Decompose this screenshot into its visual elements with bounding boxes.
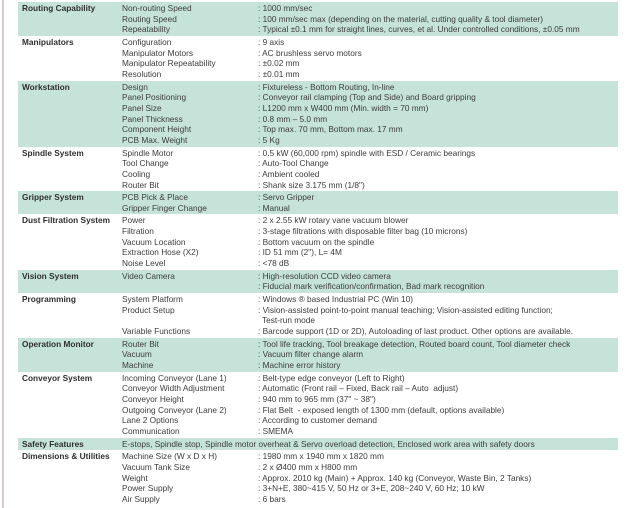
table-row xyxy=(122,451,618,462)
param-label: Cooling xyxy=(122,168,151,179)
category-label: Dust Filtration System xyxy=(22,215,111,226)
table-row xyxy=(122,294,618,305)
param-label: Manipulator Repeatability xyxy=(122,58,216,69)
value-text: : <78 dB xyxy=(258,258,290,269)
param-label: Filtration xyxy=(122,226,154,237)
spec-section xyxy=(18,2,618,36)
table-row xyxy=(122,473,618,484)
table-row xyxy=(122,37,618,48)
table-row xyxy=(122,271,618,282)
value-text: : Machine error history xyxy=(258,360,341,370)
value-text: : Vacuum filter change alarm xyxy=(258,349,363,360)
param-label xyxy=(122,281,258,292)
spec-section xyxy=(18,191,618,214)
param-label: Tool Change xyxy=(122,158,169,169)
param-label: Incoming Conveyor (Lane 1) xyxy=(122,372,227,383)
param-label: Vacuum Location xyxy=(122,236,186,247)
table-row xyxy=(122,58,618,69)
spec-section xyxy=(18,293,618,338)
section-rows xyxy=(122,294,618,337)
table-row xyxy=(122,69,618,80)
spec-section xyxy=(18,147,618,192)
value-text: : Shank size 3.175 mm (1/8") xyxy=(258,179,365,190)
row-span-text: E-stops, Spindle stop, Spindle motor overheat & Servo overload detection, Enclosed work area with safety doors xyxy=(122,438,535,449)
param-label: Vacuum xyxy=(122,349,152,360)
param-label: PCB Pick & Place xyxy=(122,192,188,203)
table-row xyxy=(122,415,618,426)
param-label: Configuration xyxy=(122,36,172,47)
section-rows xyxy=(122,192,618,213)
table-row xyxy=(122,169,618,180)
section-rows xyxy=(122,37,618,80)
spec-section xyxy=(18,450,618,505)
table-row xyxy=(122,426,618,437)
table-row xyxy=(122,462,618,473)
value-text: : Auto-Tool Change xyxy=(258,158,329,169)
section-rows xyxy=(122,373,618,437)
value-text: : Bottom vacuum on the spindle xyxy=(258,236,375,247)
param-label: Manipulator Motors xyxy=(122,47,194,58)
category-label: Routing Capability xyxy=(22,3,96,13)
category-label: Gripper System xyxy=(22,192,84,203)
value-text: : 940 mm to 965 mm (37" ~ 38") xyxy=(258,393,376,404)
page-edge-line xyxy=(2,0,4,508)
param-label: Power Supply xyxy=(122,483,174,494)
value-text: : Barcode support (1D or 2D), Autoloading of last product. Other options are available. xyxy=(258,326,573,337)
table-row xyxy=(122,14,618,25)
param-label: Noise Level xyxy=(122,258,166,269)
value-text: : Top max. 70 mm, Bottom max. 17 mm xyxy=(258,124,403,135)
table-row xyxy=(122,305,618,316)
table-row xyxy=(122,439,618,450)
category-label: Dimensions & Utilities xyxy=(22,451,110,462)
table-row xyxy=(122,92,618,103)
spec-section xyxy=(18,438,618,451)
param-label: Video Camera xyxy=(122,270,175,281)
table-row xyxy=(122,203,618,214)
value-text: : 3+N+E, 380~415 V, 50 Hz or 3+E, 208~240 V, 60 Hz; 10 kW xyxy=(258,483,485,494)
category-label: Workstation xyxy=(22,81,70,92)
value-text: : 0.8 mm – 5.0 mm xyxy=(258,113,328,124)
table-row xyxy=(122,48,618,59)
value-text: : Servo Gripper xyxy=(258,192,315,203)
param-label: Spindle Motor xyxy=(122,147,174,158)
table-row xyxy=(122,215,618,226)
value-text: : 2 x 2.55 kW rotary vane vacuum blower xyxy=(258,215,409,226)
table-row xyxy=(122,258,618,269)
param-label: Power xyxy=(122,215,146,226)
table-row xyxy=(122,281,618,292)
table-row xyxy=(122,483,618,494)
param-label: Machine Size (W x D x H) xyxy=(122,451,217,462)
category-label: Conveyor System xyxy=(22,372,93,383)
value-text: : Approx. 2010 kg (Main) + Approx. 140 kg (Conveyor, Waste Bin, 2 Tanks) xyxy=(258,472,532,483)
section-rows xyxy=(122,451,618,504)
param-label xyxy=(122,315,258,326)
table-row xyxy=(122,226,618,237)
section-rows xyxy=(122,82,618,146)
table-row xyxy=(122,360,618,371)
table-row xyxy=(122,315,618,326)
param-label: Outgoing Conveyor (Lane 2) xyxy=(122,404,227,415)
value-text: : 3-stage filtrations with disposable filter bag (10 microns) xyxy=(258,226,468,237)
param-label: Design xyxy=(122,81,148,92)
table-row xyxy=(122,373,618,384)
param-label: Variable Functions xyxy=(122,326,191,337)
value-text: : Fiducial mark verification/confirmation, Bad mark recognition xyxy=(258,281,485,292)
value-text: : Tool life tracking, Tool breakage detection, Routed board count, Tool diameter check xyxy=(258,338,571,349)
value-text: Test-run mode xyxy=(262,315,316,326)
table-row xyxy=(122,82,618,93)
section-rows xyxy=(122,215,618,268)
value-text: : Typical ±0.1 mm for straight lines, curves, et al. Under controlled conditions, ±0.05 mm xyxy=(258,24,580,35)
table-row xyxy=(122,383,618,394)
table-row xyxy=(122,192,618,203)
value-text: : Automatic (Front rail – Fixed, Back rail – Auto adjust) xyxy=(258,383,459,394)
value-text: : High-resolution CCD video camera xyxy=(258,270,391,281)
value-text: : Ambient cooled xyxy=(258,168,320,179)
value-text: : 1000 mm/sec xyxy=(258,3,313,13)
table-row xyxy=(122,405,618,416)
param-label: Panel Thickness xyxy=(122,113,183,124)
param-label: Extraction Hose (X2) xyxy=(122,247,199,258)
spec-section xyxy=(18,372,618,438)
param-label: Routing Speed xyxy=(122,13,177,24)
param-label: Weight xyxy=(122,472,148,483)
table-row xyxy=(122,124,618,135)
section-rows xyxy=(122,271,618,292)
param-label: PCB Max. Weight xyxy=(122,134,188,145)
value-text: : Flat Belt - exposed length of 1300 mm (default, options available) xyxy=(258,404,505,415)
param-label: Product Setup xyxy=(122,304,175,315)
param-label: Conveyor Width Adjustment xyxy=(122,383,225,394)
value-text: : ±0.02 mm xyxy=(258,58,300,69)
value-text: : L1200 mm x W400 mm (Min. width = 70 mm) xyxy=(258,102,429,113)
table-row xyxy=(122,24,618,35)
category-label: Operation Monitor xyxy=(22,338,94,349)
value-text: : 5 Kg xyxy=(258,134,280,145)
table-row xyxy=(122,180,618,191)
value-text: : SMEMA xyxy=(258,425,294,436)
table-row xyxy=(122,148,618,159)
param-label: Vacuum Tank Size xyxy=(122,461,190,472)
value-text: : Manual xyxy=(258,202,290,213)
table-row xyxy=(122,114,618,125)
value-text: : According to customer demand xyxy=(258,415,377,426)
param-label: Repeatability xyxy=(122,24,170,35)
param-label: Conveyor Height xyxy=(122,393,184,404)
table-row xyxy=(122,237,618,248)
param-label: Gripper Finger Change xyxy=(122,202,207,213)
value-text: : 0.5 kW (60,000 rpm) spindle with ESD / Ceramic bearings xyxy=(258,147,476,158)
value-text: : Fixtureless - Bottom Routing, In-line xyxy=(258,81,395,92)
param-label: Resolution xyxy=(122,68,162,79)
table-row xyxy=(122,339,618,350)
table-row xyxy=(122,103,618,114)
table-row xyxy=(122,247,618,258)
value-text: : AC brushless servo motors xyxy=(258,47,362,58)
value-text: : 100 mm/sec max (depending on the material, cutting quality & tool diameter) xyxy=(258,13,544,24)
param-label: Machine xyxy=(122,360,154,370)
param-label: Panel Positioning xyxy=(122,92,187,103)
spec-section xyxy=(18,270,618,293)
section-rows xyxy=(122,148,618,191)
value-text: : 2 x Ø400 mm x H800 mm xyxy=(258,461,358,472)
param-label: Communication xyxy=(122,425,180,436)
param-label: Air Supply xyxy=(122,493,160,504)
value-text: : 1980 mm x 1940 mm x 1820 mm xyxy=(258,451,384,462)
spec-section xyxy=(18,214,618,269)
param-label: Lane 2 Options xyxy=(122,415,179,426)
category-label: Safety Features xyxy=(22,438,84,449)
value-text: : 6 bars xyxy=(258,493,286,504)
value-text: : 9 axis xyxy=(258,36,285,47)
spec-section xyxy=(18,338,618,372)
table-row xyxy=(122,3,618,14)
param-label: Router Bit xyxy=(122,179,159,190)
spec-table xyxy=(18,2,618,506)
section-rows xyxy=(122,439,618,450)
value-text: : ±0.01 mm xyxy=(258,68,300,79)
value-text: : Conveyor rail clamping (Top and Side) and Board gripping xyxy=(258,92,476,103)
category-label: Manipulators xyxy=(22,36,74,47)
table-row xyxy=(122,158,618,169)
category-label: Spindle System xyxy=(22,147,84,158)
category-label: Vision System xyxy=(22,270,79,281)
param-label: System Platform xyxy=(122,294,183,305)
value-text: : ID 51 mm (2"), L= 4M xyxy=(258,247,342,258)
spec-section xyxy=(18,36,618,81)
table-row xyxy=(122,394,618,405)
value-text: : Vision-assisted point-to-point manual teaching; Vision-assisted editing function; xyxy=(258,304,553,315)
param-label: Non-routing Speed xyxy=(122,3,192,13)
category-label: Programming xyxy=(22,294,76,305)
table-row xyxy=(122,326,618,337)
section-rows xyxy=(122,339,618,371)
table-row xyxy=(122,494,618,505)
param-label: Panel Size xyxy=(122,102,162,113)
section-rows xyxy=(122,3,618,35)
value-text: : Windows ® based Industrial PC (Win 10) xyxy=(258,294,414,305)
param-label: Component Height xyxy=(122,124,192,135)
spec-section xyxy=(18,81,618,147)
value-text: : Belt-type edge conveyor (Left to Right) xyxy=(258,372,405,383)
param-label: Router Bit xyxy=(122,338,159,349)
table-row xyxy=(122,349,618,360)
table-row xyxy=(122,135,618,146)
